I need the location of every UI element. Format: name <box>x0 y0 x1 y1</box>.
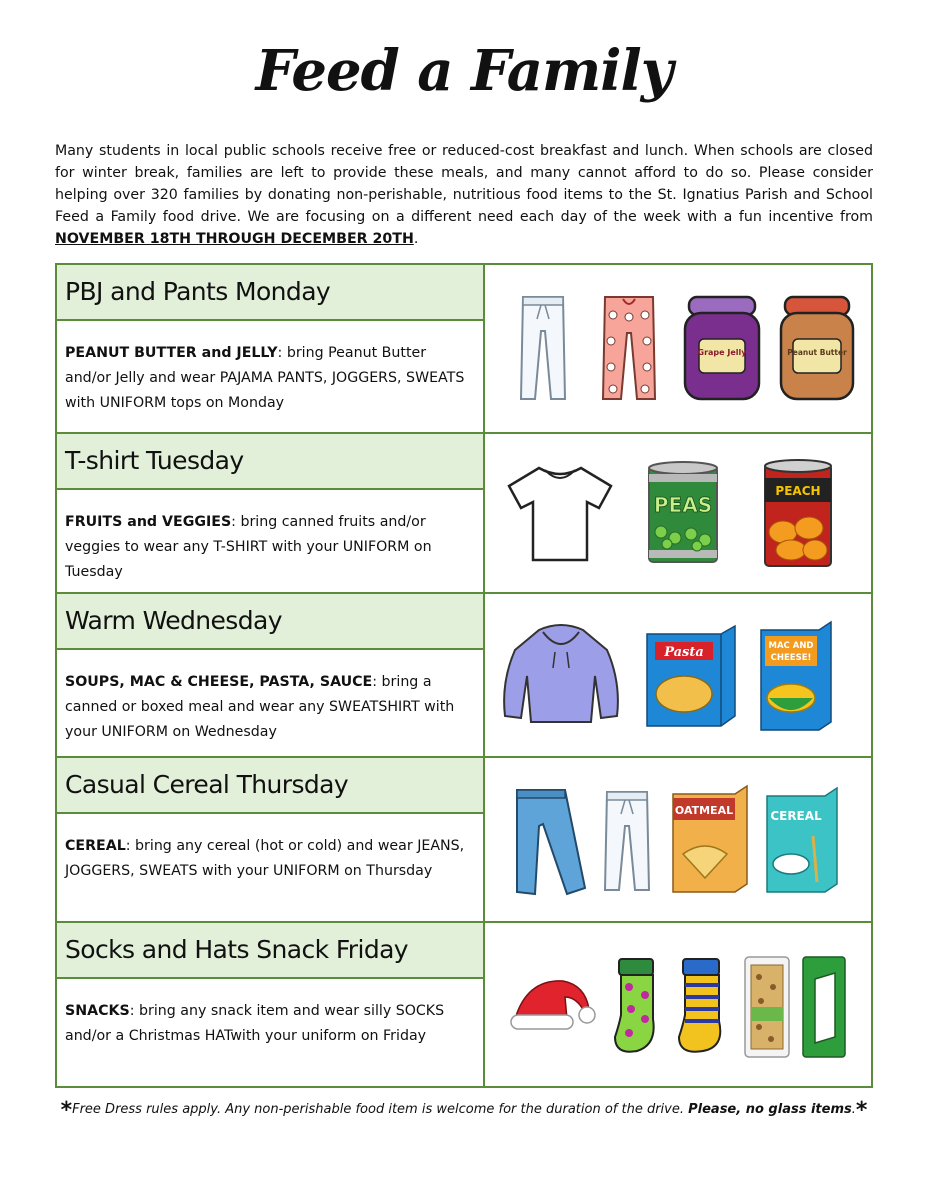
day-images-cell <box>487 594 871 756</box>
jeans-icon <box>509 786 589 898</box>
footer-end: . <box>851 1102 856 1117</box>
box-label: CEREAL <box>770 809 822 823</box>
asterisk-right: * <box>855 1098 868 1123</box>
christmas-hat-icon <box>507 975 597 1035</box>
joggers-icon <box>515 291 571 407</box>
day-row-wednesday <box>57 594 871 758</box>
day-images-cell <box>487 758 871 921</box>
oatmeal-box-icon <box>669 784 751 896</box>
box-label: Pasta <box>664 645 704 660</box>
can-label: PEACH <box>775 484 821 498</box>
cereal-box-icon <box>763 786 841 894</box>
day-description <box>65 999 475 1049</box>
day-item-text: : bring any cereal (hot or cold) and wear JEANS, JOGGERS, SWEATS with your UNIFORM on Thursday <box>65 838 465 879</box>
jar-label: Grape Jelly <box>697 348 747 357</box>
day-row-thursday <box>57 758 871 923</box>
intro-end: . <box>413 231 419 247</box>
asterisk-left: * <box>60 1098 73 1123</box>
granola-bar-icon <box>741 953 793 1061</box>
schedule-table <box>55 263 873 1088</box>
grape-jelly-jar-icon <box>683 295 761 401</box>
day-item-text: : bring a canned or boxed meal and wear any SWEATSHIRT with your UNIFORM on Wednesday <box>65 674 455 740</box>
pajama-pants-icon <box>599 291 659 407</box>
day-heading: PBJ and Pants Monday <box>57 265 483 321</box>
day-row-tuesday <box>57 434 871 594</box>
box-label: OATMEAL <box>674 804 734 817</box>
day-item-bold: CEREAL <box>65 838 126 854</box>
intro-text: Many students in local public schools receive free or reduced-cost breakfast and lunch. When schools are closed for winter break, families are left to provide these meals, and many cannot afford to do so. Please consider helping over 320 families by donating non-perishable, nutritious food items to the St. Ignatius Parish and School Feed a Family food drive. We are focusing on a different need each day of the week with a fun incentive from <box>55 143 873 225</box>
day-heading: Warm Wednesday <box>57 594 483 650</box>
footer-text: Free Dress rules apply. Any non-perishable food item is welcome for the duration of the drive. <box>72 1102 689 1117</box>
canned-peas-icon <box>645 460 721 566</box>
day-item-bold: SOUPS, MAC & CHEESE, PASTA, SAUCE <box>65 674 373 690</box>
day-description <box>65 510 475 585</box>
day-item-text: : bring Peanut Butter and/or Jelly and wear PAJAMA PANTS, JOGGERS, SWEATS with UNIFORM tops on Monday <box>65 345 465 411</box>
day-row-monday <box>57 265 871 434</box>
peanut-butter-jar-icon <box>779 295 855 401</box>
box-label: MAC AND <box>768 641 814 651</box>
jar-label: Peanut Butter <box>787 348 847 357</box>
mac-and-cheese-box-icon <box>757 618 835 732</box>
day-text-cell <box>57 434 485 592</box>
day-item-bold: FRUITS and VEGGIES <box>65 514 232 530</box>
day-text-cell <box>57 923 485 1086</box>
canned-peach-icon <box>761 458 835 570</box>
day-text-cell <box>57 265 485 432</box>
day-item-bold: PEANUT BUTTER and JELLY <box>65 345 278 361</box>
footer-note <box>55 1098 873 1123</box>
day-images-cell <box>487 434 871 592</box>
intro-dates: NOVEMBER 18TH THROUGH DECEMBER 20TH <box>55 231 414 247</box>
day-description <box>65 341 475 416</box>
footer-bold: Please, no glass items <box>688 1102 852 1117</box>
day-heading: T-shirt Tuesday <box>57 434 483 490</box>
intro-paragraph <box>55 140 873 250</box>
day-images-cell <box>487 265 871 432</box>
day-row-friday <box>57 923 871 1086</box>
day-description <box>65 834 475 884</box>
sweatshirt-icon <box>499 622 623 726</box>
box-label: CHEESE! <box>770 653 812 663</box>
pasta-box-icon <box>643 624 739 728</box>
can-label: PEAS <box>653 493 713 517</box>
snack-bar-wrapper-icon <box>799 953 849 1061</box>
day-description <box>65 670 475 745</box>
day-item-text: : bring canned fruits and/or veggies to wear any T-SHIRT with your UNIFORM on Tuesday <box>65 514 432 580</box>
page-title: Feed a Family <box>255 38 673 104</box>
day-heading: Socks and Hats Snack Friday <box>57 923 483 979</box>
day-images-cell <box>487 923 871 1086</box>
day-text-cell <box>57 758 485 921</box>
t-shirt-icon <box>505 464 615 564</box>
joggers-icon <box>599 788 655 896</box>
polka-dot-sock-icon <box>609 955 665 1057</box>
day-item-text: : bring any snack item and wear silly SOCKS and/or a Christmas HATwith your uniform on Friday <box>65 1003 445 1044</box>
day-item-bold: SNACKS <box>65 1003 130 1019</box>
day-heading: Casual Cereal Thursday <box>57 758 483 814</box>
day-text-cell <box>57 594 485 756</box>
striped-sock-icon <box>673 955 733 1057</box>
